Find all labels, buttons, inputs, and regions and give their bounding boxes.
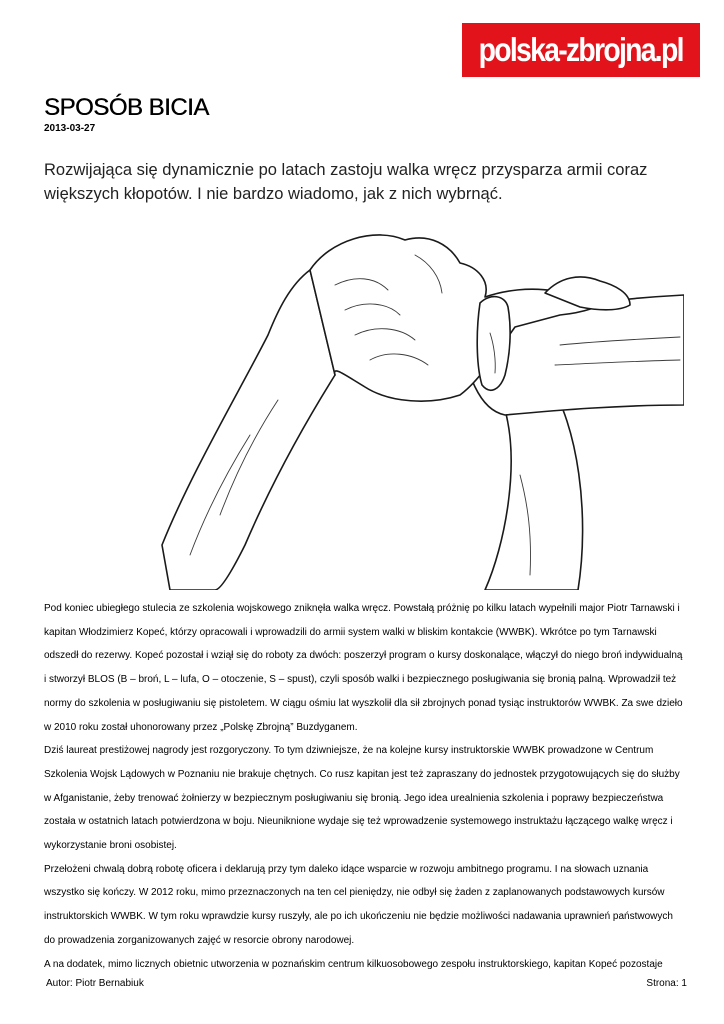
article-date: 2013-03-27 [44,123,96,134]
site-logo-text: polska-zbrojna.pl [478,31,684,68]
article-paragraph-4: A na dodatek, mimo licznych obietnic utworzenia w poznańskim centrum kilkuosobowego zespołu instruktorskiego, kapitan Kopeć pozostaje [44,958,663,970]
article-paragraph-1: Pod koniec ubiegłego stulecia ze szkolenia wojskowego zniknęła walka wręcz. Powstałą próżnię po kilku latach wypełnili major Piotr Tarnawski i kapitan Włodzimierz Kopeć, którzy opracowali i wprowadzili do armii system walki w bliskim kontakcie (WWBK). Wkrótce po tym Tarnawski odszedł do rezerwy. Kopeć pozostał i wziął się do roboty za dwóch: poszerzył program o kursy doskonalące, włączył do niego broń indywidualną i stworzył BLOS (B – broń, L – lufa, O – otoczenie, S – spust), czyli sposób walki i bezpiecznego posługiwania się bronią palną. Wprowadził też normy do szkolenia w posługiwaniu się pistoletem. W ciągu ośmiu lat wyszkolił dla sił zbrojnych ponad tysiąc instruktorów WWBK. Za swe dzieło w 2010 roku został uhonorowany przez „Polskę Zbrojną” Buzdyganem. [44,603,683,733]
article-title: SPOSÓB BICIA [44,94,209,121]
footer-page-number: Strona: 1 [646,978,687,989]
site-logo[interactable] [462,23,700,77]
article-paragraph-2: Dziś laureat prestiżowej nagrody jest rozgoryczony. To tym dziwniejsze, że na kolejne kursy instruktorskie WWBK prowadzone w Centrum Szkolenia Wojsk Lądowych w Poznaniu nie brakuje chętnych. Co rusz kapitan jest też zapraszany do jednostek przygotowujących się do służby w Afganistanie, żeby trenować żołnierzy w bezpiecznym posługiwaniu się bronią. Jego idea urealnienia szkolenia i poprawy bezpieczeństwa została w ostatnich latach potwierdzona w boju. Nieuniknione wydaje się też wprowadzenie systemowego instruktażu łączącego walkę wręcz i wykorzystanie broni osobistej. [44,745,680,852]
footer-author: Autor: Piotr Bernabiuk [46,978,144,989]
article-lead: Rozwijająca się dynamicznie po latach zastoju walka wręcz przysparza armii coraz większych kłopotów. I nie bardzo wiadomo, jak z nich wybrnąć. [44,161,648,203]
grappling-hands-illustration [160,215,684,590]
article-paragraph-3: Przełożeni chwalą dobrą robotę oficera i deklarują przy tym daleko idące wsparcie w rozwoju ambitnego programu. I na słowach uznania wszystko się kończy. W 2012 roku, mimo przeznaczonych na ten cel pieniędzy, nie odbył się żaden z zaplanowanych podstawowych kursów instruktorskich WWBK. W tym roku wprawdzie kursy ruszyły, ale po ich ukończeniu nie będzie możliwości nadawania uprawnień państwowych do prowadzenia zorganizowanych zajęć w resorcie obrony narodowej. [44,863,673,946]
article-body [44,597,684,976]
